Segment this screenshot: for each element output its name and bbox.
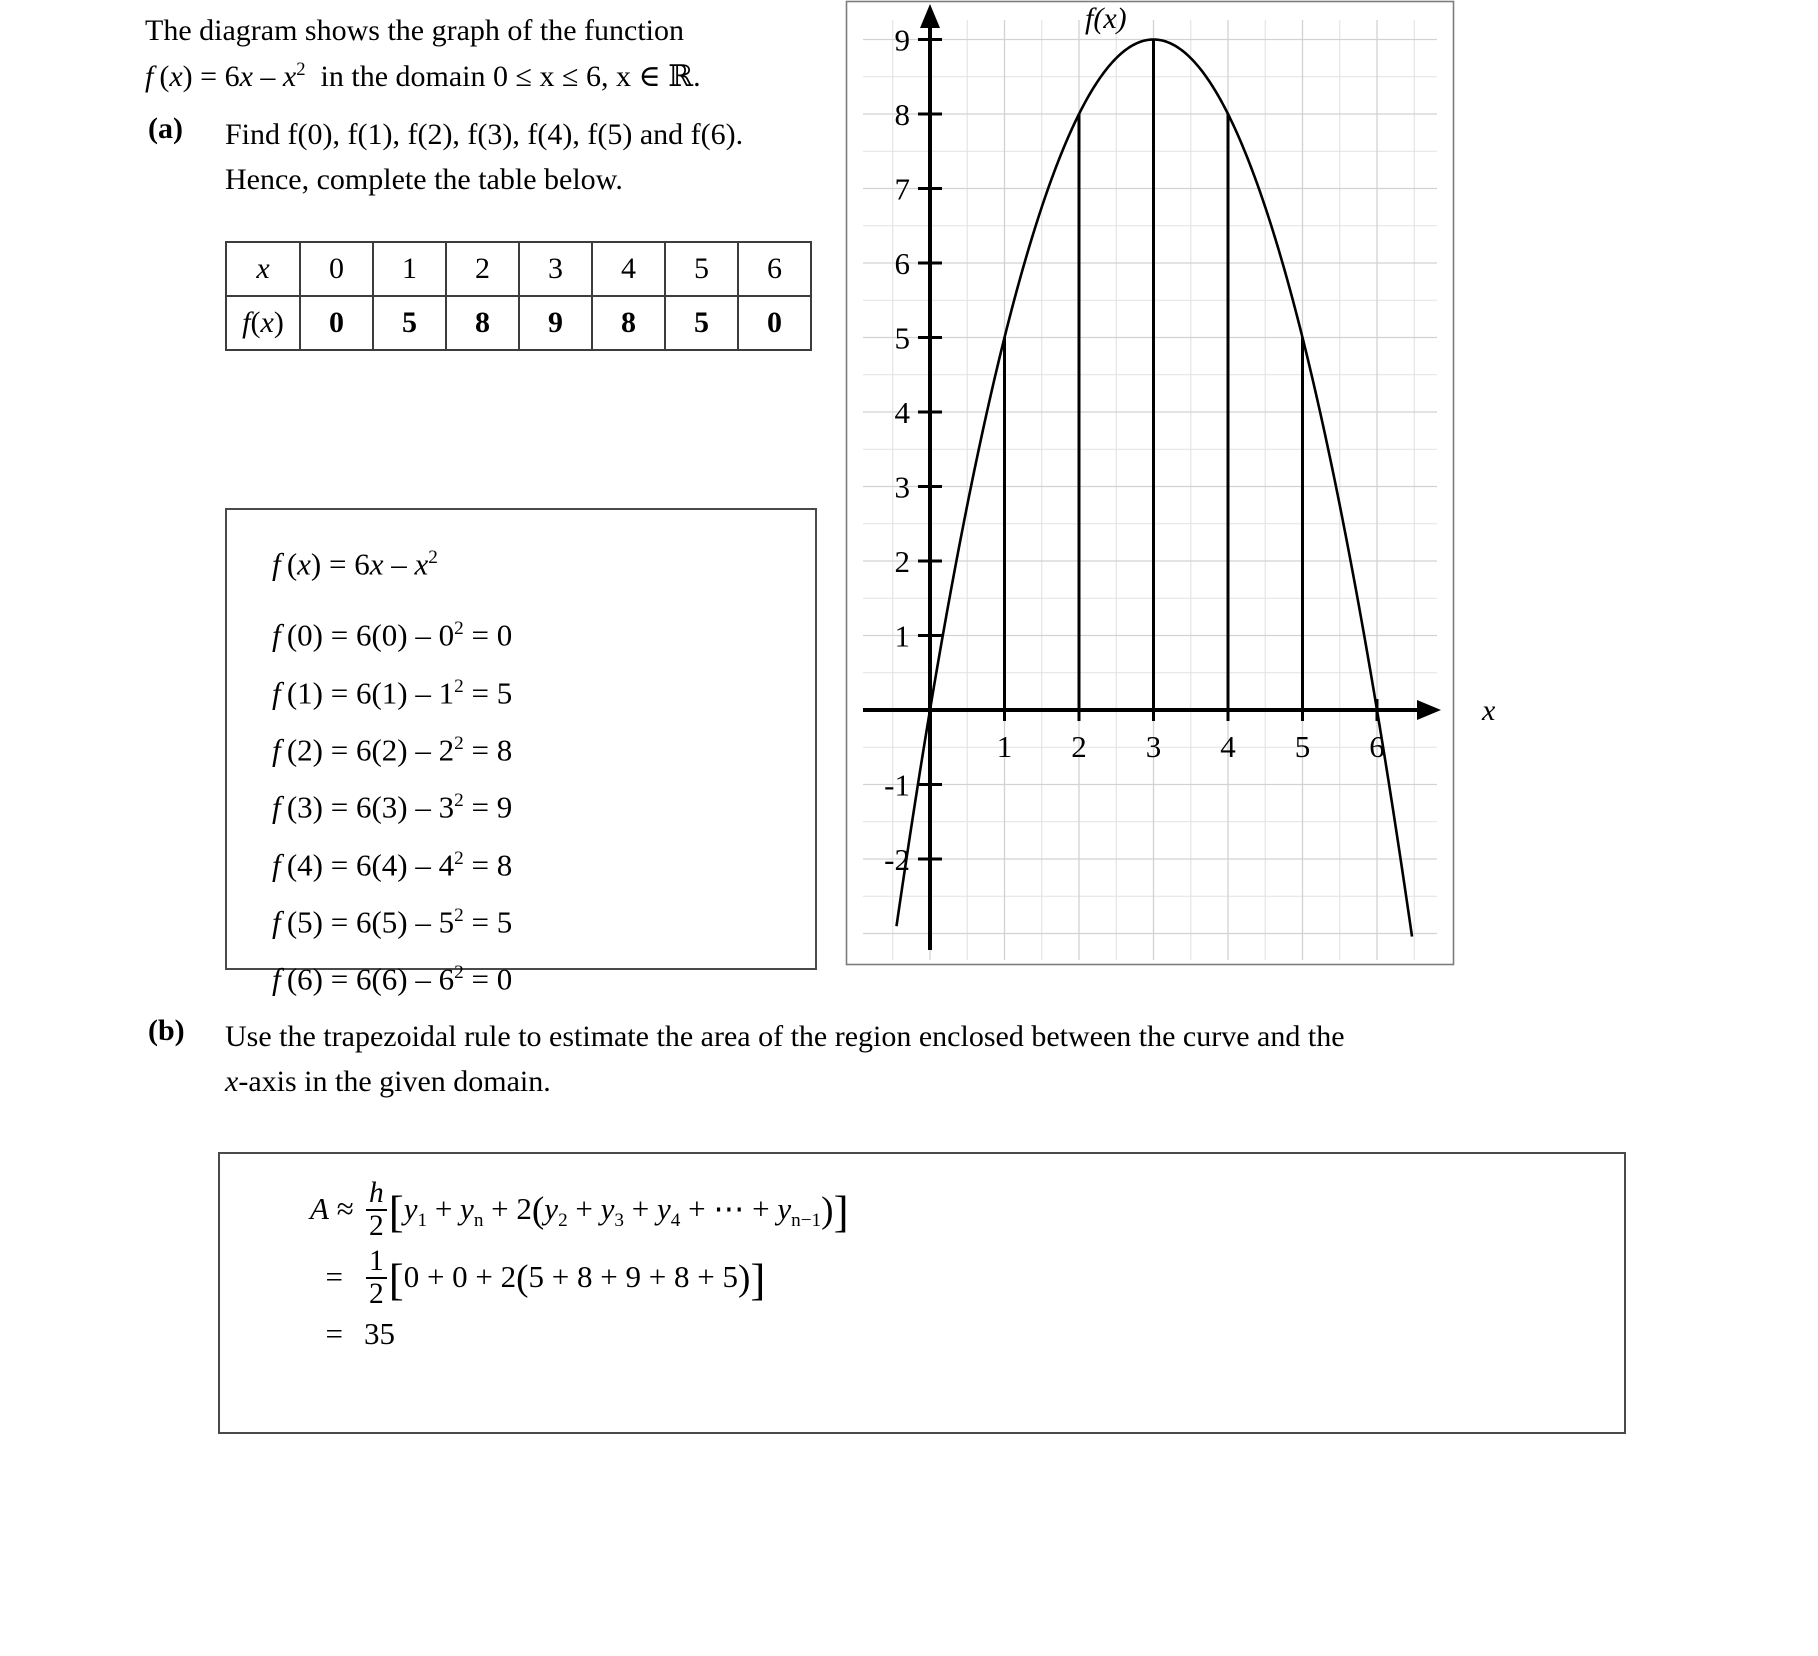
work-a-line-6: f $(6) = 6(6) - 6^2 = 0$ xyxy=(272,961,513,997)
part-b-line-1: Use the trapezoidal rule to estimate the area of the region enclosed between the curve and the xyxy=(225,1020,1345,1053)
work-b-line-3: = 35 xyxy=(310,1315,395,1351)
svg-text:6: 6 xyxy=(1369,729,1385,764)
table-cell-fx-6: 0 xyxy=(738,296,811,350)
table-cell-fx-2: 8 xyxy=(446,296,519,350)
table-row-fx xyxy=(226,296,811,350)
table-cell-x-1: 1 xyxy=(373,242,446,296)
graph-frame xyxy=(847,2,1454,965)
svg-text:5: 5 xyxy=(894,320,910,356)
answer-box-a-lines xyxy=(272,532,512,1005)
svg-text:-2: -2 xyxy=(884,842,910,877)
function-expression: f $(x) = 6x - x^2$ xyxy=(145,58,306,93)
work-a-line-0: f $(0) = 6(0) - 0^2 = 0$ xyxy=(272,617,513,653)
table-cell-x-2: 2 xyxy=(446,242,519,296)
fraction-h-over-2: $\frac{h}{2}$ xyxy=(366,1178,387,1242)
domain-text: in the domain 0 ≤ x ≤ 6, x ∈ ℝ. xyxy=(320,59,701,93)
svg-text:9: 9 xyxy=(894,22,910,58)
svg-text:5: 5 xyxy=(1294,729,1311,764)
table-cell-x-0: 0 xyxy=(300,242,373,296)
svg-text:8: 8 xyxy=(894,97,910,132)
work-b-result: 35 xyxy=(364,1315,395,1351)
table-cell-fx-1: 5 xyxy=(373,296,446,350)
part-a-line-2: Hence, complete the table below. xyxy=(225,163,623,196)
values-table xyxy=(225,241,812,351)
graph-panel xyxy=(845,0,1455,968)
work-a-line-5: f $(5) = 6(5) - 5^2 = 5$ xyxy=(272,904,513,940)
svg-text:3: 3 xyxy=(1145,729,1162,764)
svg-text:1: 1 xyxy=(894,618,910,654)
y-axis-label: f(x) xyxy=(1085,2,1127,35)
table-cell-fx-5: 5 xyxy=(665,296,738,350)
work-a-line-1: f $(1) = 6(1) - 1^2 = 5$ xyxy=(272,674,513,710)
table-cell-x-3: 3 xyxy=(519,242,592,296)
table-row-x xyxy=(226,242,811,296)
part-a-question xyxy=(225,112,945,202)
answer-box-part-a xyxy=(225,508,817,997)
svg-text:6: 6 xyxy=(894,246,910,281)
part-a-label: (a) xyxy=(148,112,183,145)
fraction-1-over-2: $\frac{1}{2}$ xyxy=(366,1246,387,1310)
intro-line-1: The diagram shows the graph of the function xyxy=(145,14,685,47)
part-b-question xyxy=(225,1014,1645,1104)
table-cell-fx-3: 9 xyxy=(519,296,592,350)
intro-line-2 xyxy=(145,54,905,100)
svg-text:2: 2 xyxy=(1071,729,1087,764)
table-cell-x-5: 5 xyxy=(665,242,738,296)
table-cell-fx-4: 8 xyxy=(592,296,665,350)
intro-text xyxy=(145,8,905,99)
svg-text:3: 3 xyxy=(894,469,910,505)
work-a-line-3: f $(3) = 6(3) - 3^2 = 9$ xyxy=(272,789,513,825)
work-a-title: f $(x) = 6x - x^2$ xyxy=(272,546,438,582)
svg-text:4: 4 xyxy=(894,395,910,430)
svg-text:2: 2 xyxy=(894,544,910,579)
table-head-fx: f(x) xyxy=(226,296,300,350)
answer-box-b-lines xyxy=(310,1177,849,1356)
svg-text:-1: -1 xyxy=(884,767,910,803)
function-graph xyxy=(845,0,1455,968)
table-cell-x-6: 6 xyxy=(738,242,811,296)
svg-text:1: 1 xyxy=(996,729,1013,764)
part-b-line-2: x-axis in the given domain. xyxy=(225,1065,551,1098)
table-head-x: x xyxy=(226,242,300,296)
work-b-line-1: A ≈ $\frac{h}{2}$ [$y_1 + y_n + 2(y_2 + y_3 + y_4$ + ⋯ + $y_{n-1}$)] xyxy=(310,1177,849,1242)
table-cell-fx-0: 0 xyxy=(300,296,373,350)
part-b-label: (b) xyxy=(148,1014,185,1047)
part-a-line-1: Find f(0), f(1), f(2), f(3), f(4), f(5) and f(6). xyxy=(225,118,744,151)
svg-text:4: 4 xyxy=(1220,729,1236,764)
x-axis-label: x xyxy=(1482,694,1496,727)
answer-box-part-b xyxy=(218,1152,1626,1434)
work-a-line-4: f $(4) = 6(4) - 4^2 = 8$ xyxy=(272,846,513,882)
table-cell-x-4: 4 xyxy=(592,242,665,296)
work-b-line-2: = $\frac{1}{2}$ [0 + 0 + 2(5 + 8 + 9 + 8 + 5)] xyxy=(310,1244,766,1310)
svg-text:7: 7 xyxy=(894,171,910,207)
work-a-line-2: f $(2) = 6(2) - 2^2 = 8$ xyxy=(272,732,513,768)
